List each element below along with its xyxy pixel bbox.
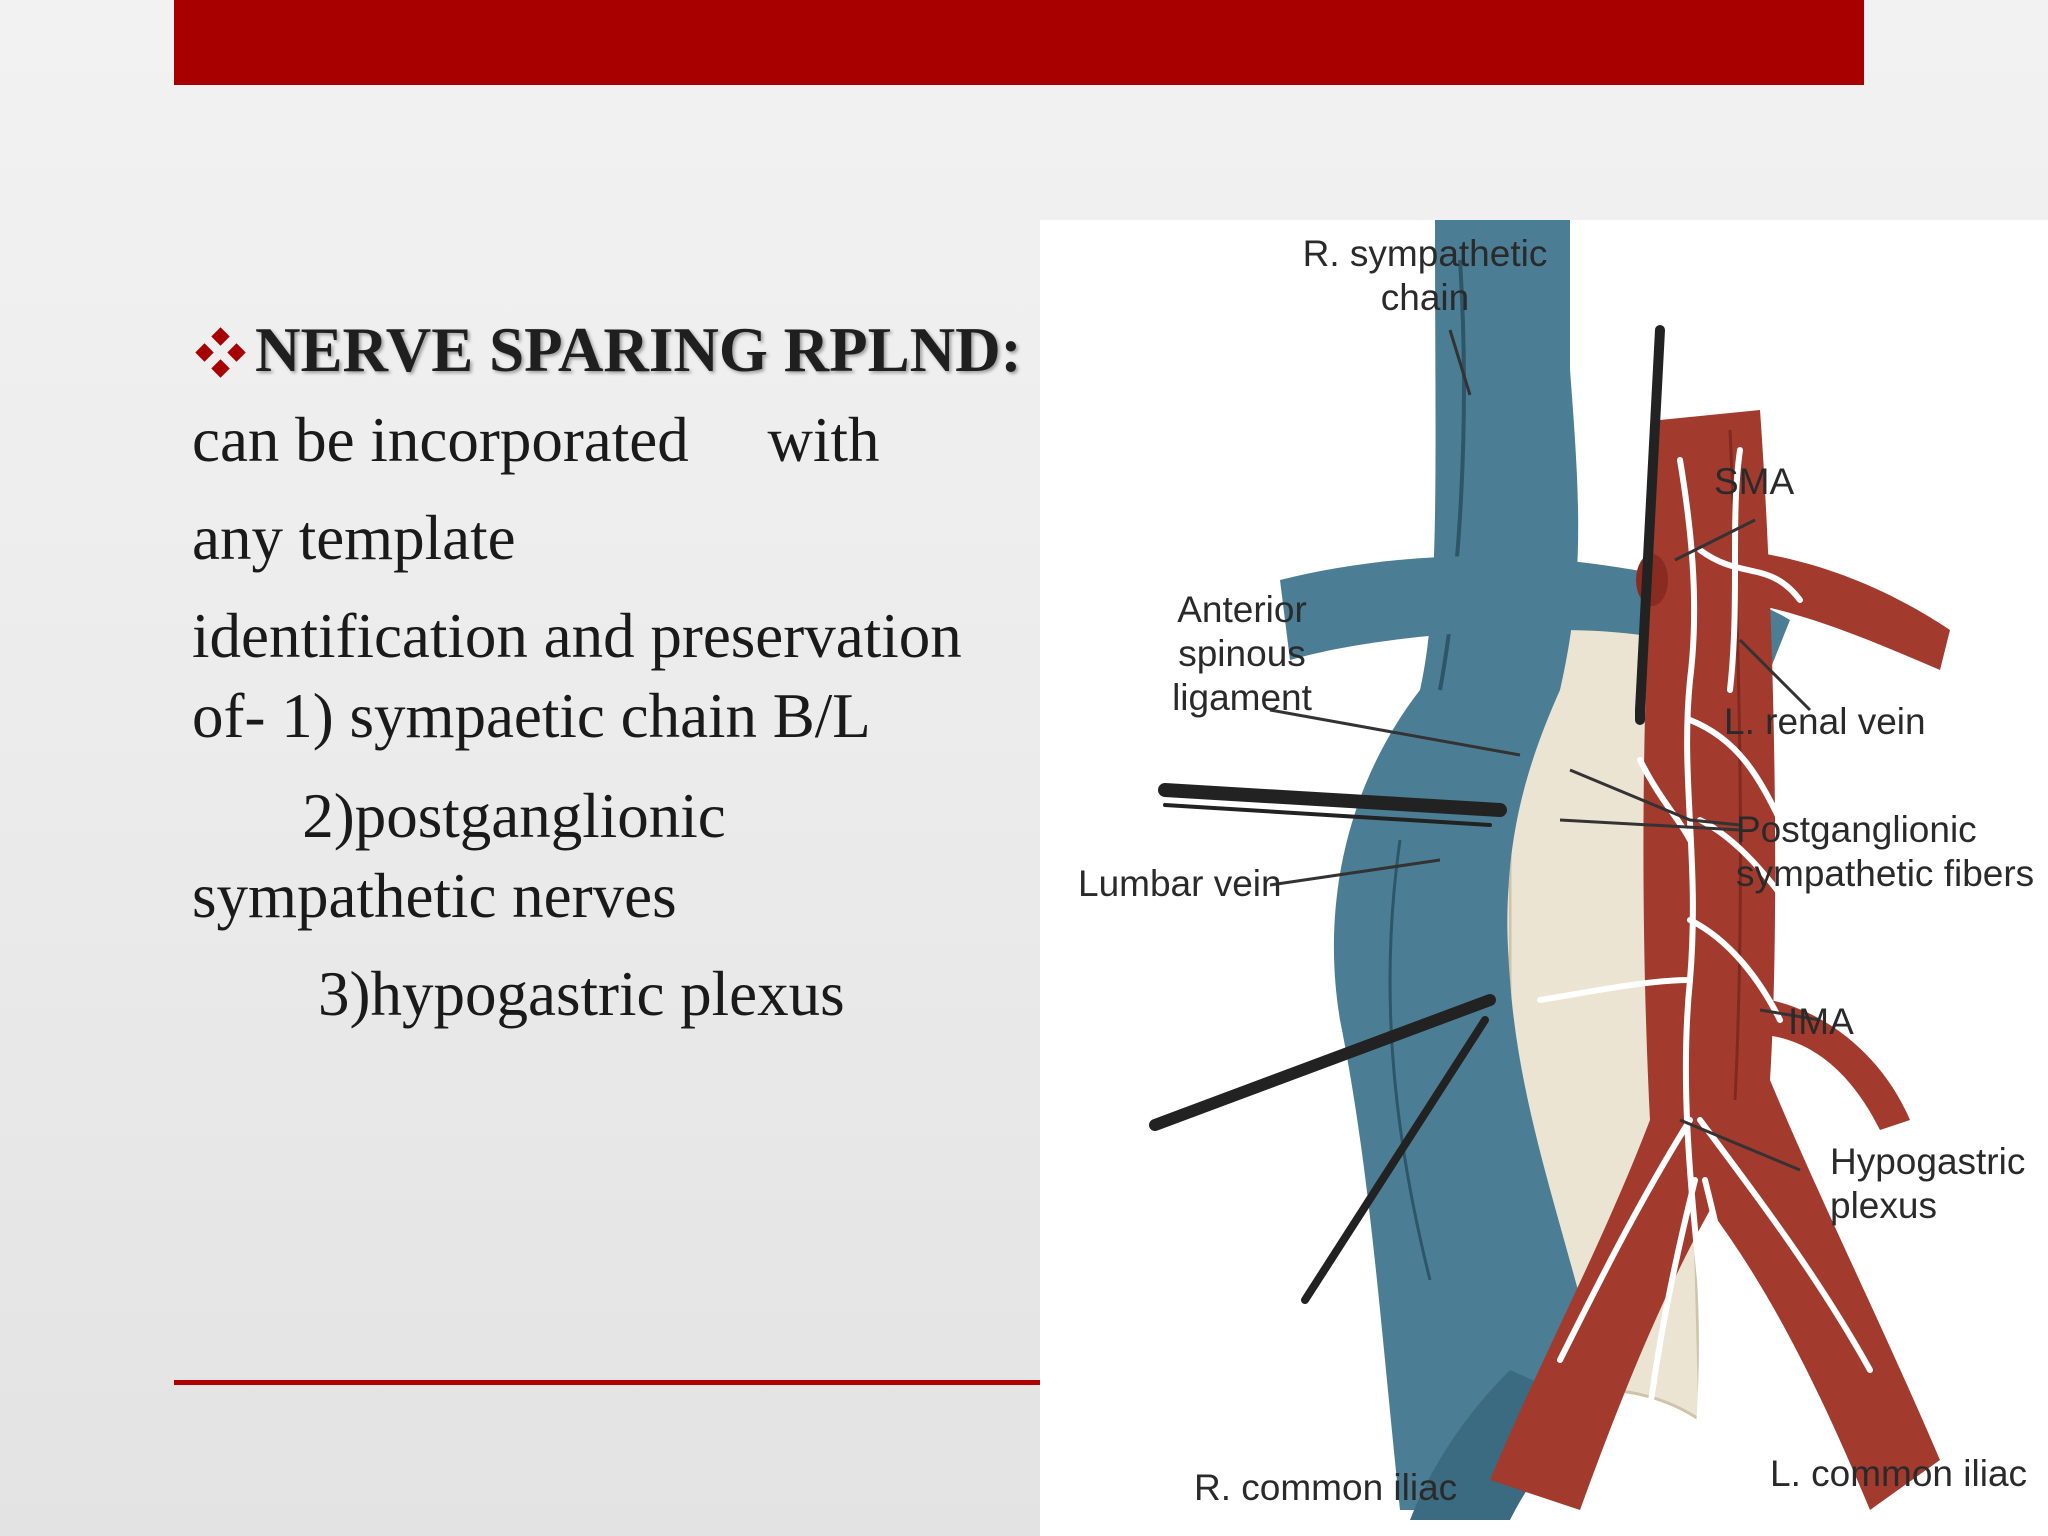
slide-heading xyxy=(192,310,1042,390)
label-l-renal-vein: L. renal vein xyxy=(1724,701,1926,742)
body-line-5: 2)postganglionic xyxy=(192,781,726,851)
anatomy-illustration xyxy=(1040,220,2048,1536)
label-ima: IMA xyxy=(1788,1001,1854,1042)
diamond-bullet-icon xyxy=(192,326,248,382)
body-line-7: 3)hypogastric plexus xyxy=(192,959,845,1029)
body-line-4: of- 1) sympaetic chain B/L xyxy=(192,681,871,751)
bottom-rule xyxy=(174,1380,1044,1385)
label-lumbar-vein: Lumbar vein xyxy=(1078,863,1282,904)
body-line-1: can be incorporated with xyxy=(192,405,880,475)
heading-text: NERVE SPARING RPLND: xyxy=(255,315,1022,385)
label-hypogastric-plexus: Hypogastric plexus xyxy=(1830,1141,2026,1226)
body-line-3: identification and preservation xyxy=(192,601,962,671)
label-r-sympathetic-chain: R. sympathetic chain xyxy=(1302,233,1548,318)
body-line-2: any template xyxy=(192,503,516,573)
label-sma: SMA xyxy=(1714,461,1795,502)
title-bar xyxy=(174,0,1864,85)
label-r-common-iliac: R. common iliac xyxy=(1194,1467,1458,1508)
label-anterior-spinous-ligament: Anterior spinous ligament xyxy=(1172,589,1312,718)
slide-text xyxy=(192,310,1042,1034)
body-line-6: sympathetic nerves xyxy=(192,861,677,931)
label-postganglionic-fibers: Postganglionic sympathetic fibers xyxy=(1736,809,2035,894)
label-l-common-iliac: L. common iliac xyxy=(1770,1453,2028,1494)
